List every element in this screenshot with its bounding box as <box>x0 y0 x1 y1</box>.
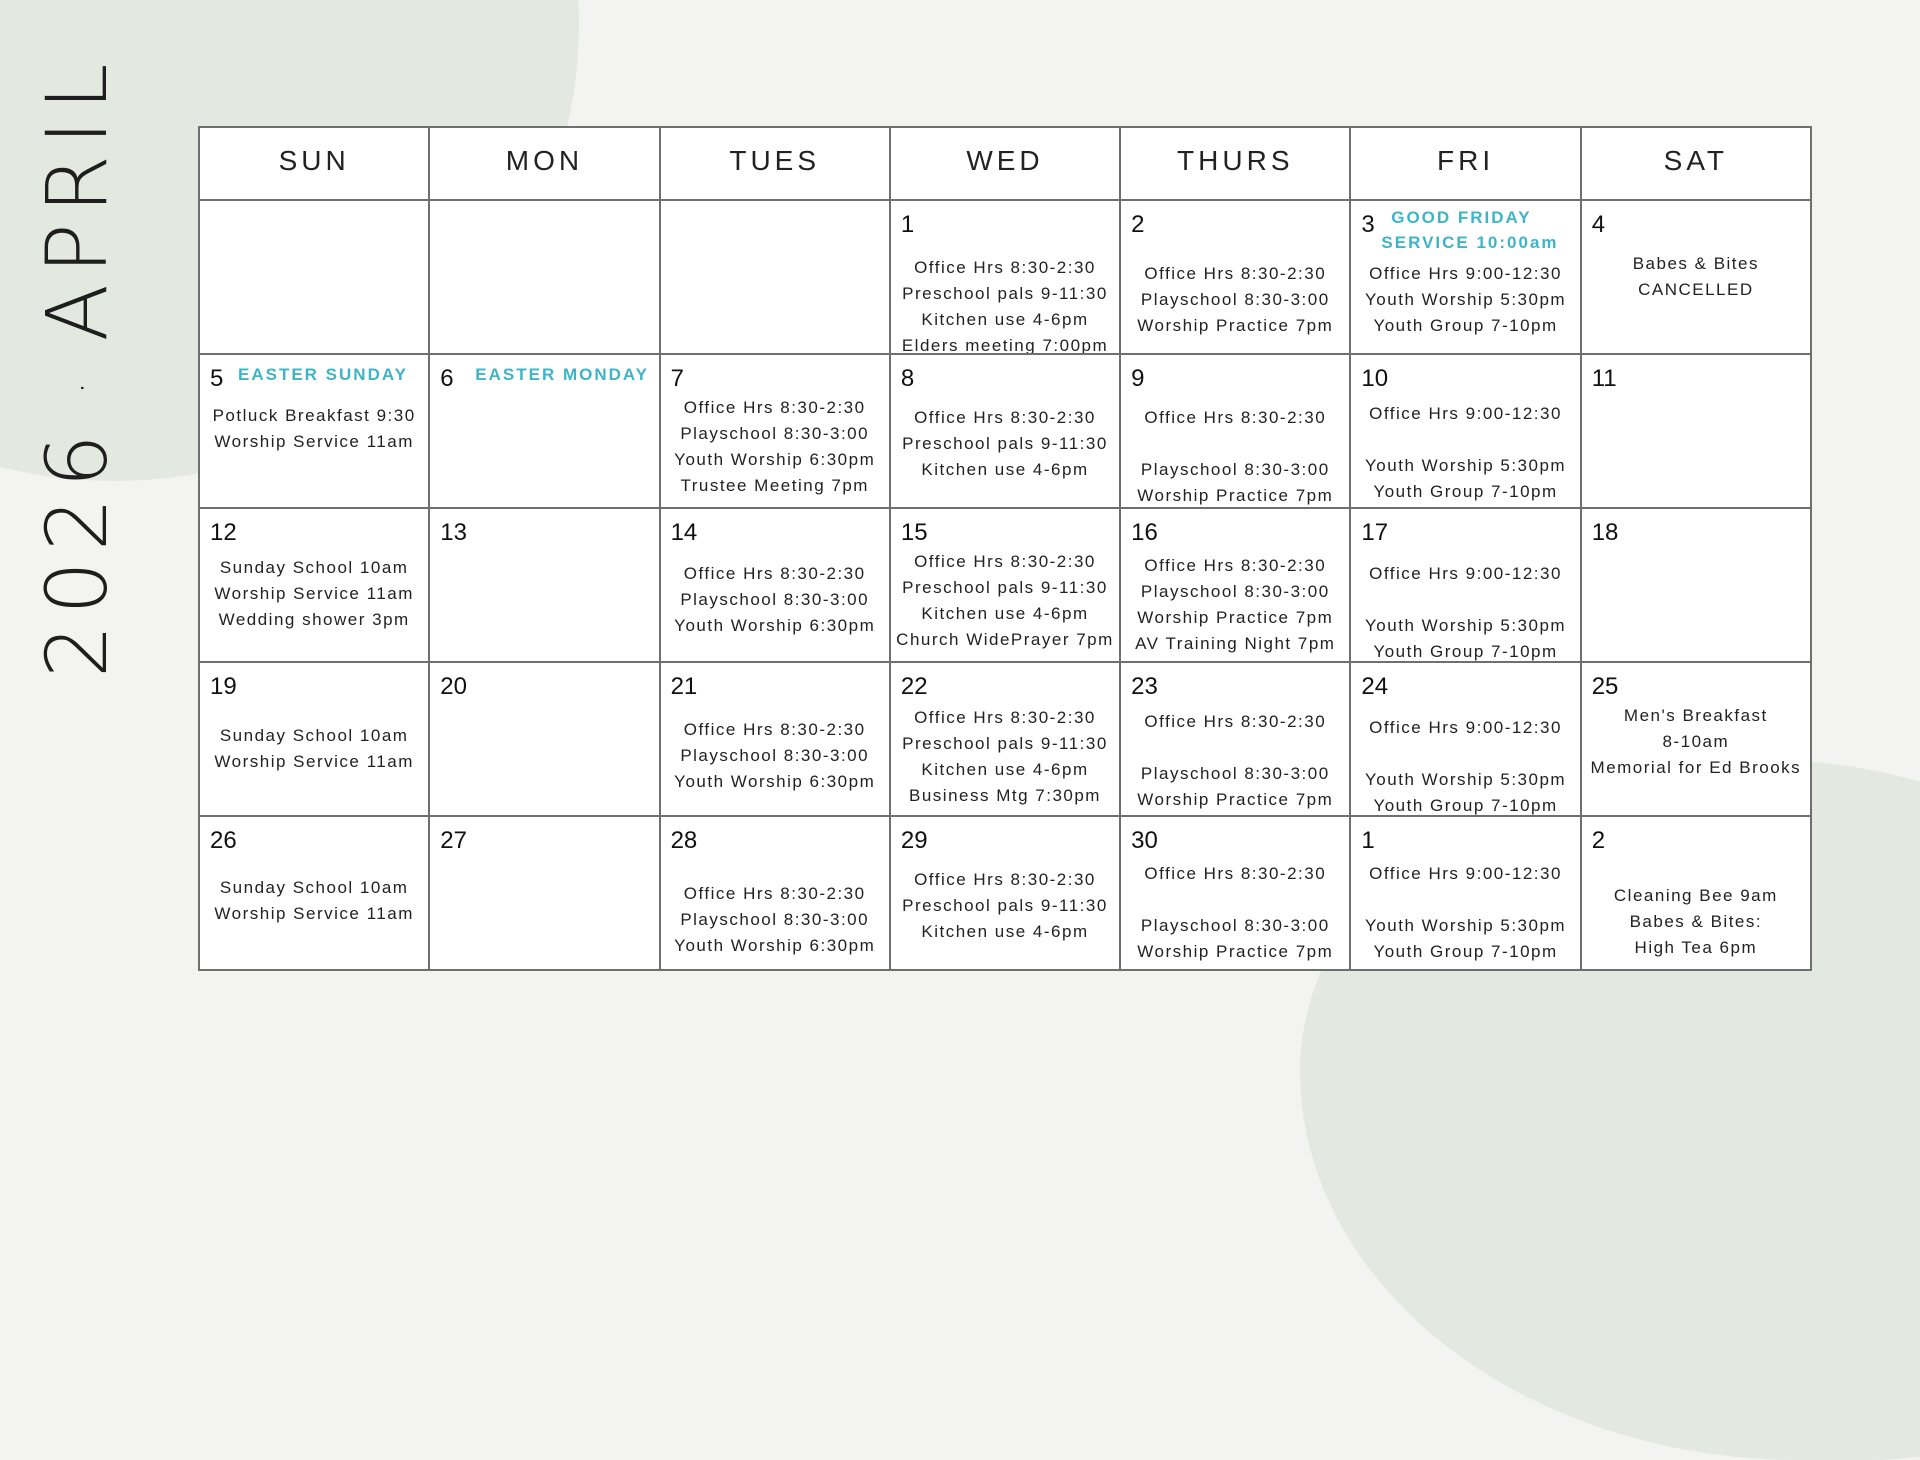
event-list <box>1121 709 1349 813</box>
day-cell <box>1121 509 1351 663</box>
day-cell <box>200 201 430 355</box>
day-cell <box>200 509 430 663</box>
event-item: Playschool 8:30-3:00 <box>1140 460 1330 479</box>
title-month: APRIL <box>28 53 126 342</box>
event-list <box>1121 405 1349 509</box>
holiday-label-line: EASTER SUNDAY <box>238 365 408 384</box>
day-number: 23 <box>1131 673 1158 700</box>
event-item: Worship Practice 7pm <box>1137 790 1334 809</box>
event-list <box>1582 883 1810 961</box>
event-item <box>1351 741 1579 767</box>
event-item: Babes & Bites <box>1632 254 1759 273</box>
day-cell <box>1582 817 1812 971</box>
event-item: Potluck Breakfast 9:30 <box>212 406 416 425</box>
event-list <box>200 555 428 633</box>
event-list <box>1582 703 1810 781</box>
day-number: 17 <box>1361 519 1389 546</box>
day-number: 1 <box>900 211 915 238</box>
day-number: 27 <box>440 827 467 854</box>
event-item: Youth Group 7-10pm <box>1373 642 1558 661</box>
title-year: 2026 <box>28 424 126 678</box>
event-item: Elders meeting 7:00pm <box>901 336 1109 355</box>
event-item: Kitchen use 4-6pm <box>921 604 1089 623</box>
event-list <box>891 255 1119 355</box>
day-cell <box>1351 817 1581 971</box>
day-number: 18 <box>1591 519 1619 546</box>
day-number: 20 <box>440 673 467 700</box>
event-item: Youth Worship 6:30pm <box>674 772 876 791</box>
event-list <box>661 395 889 499</box>
day-number: 19 <box>210 673 237 700</box>
event-item: CANCELLED <box>1638 280 1754 299</box>
event-item: Youth Group 7-10pm <box>1373 316 1558 335</box>
event-list <box>1351 561 1579 663</box>
event-item: Office Hrs 8:30-2:30 <box>683 398 866 417</box>
day-number: 7 <box>670 365 684 392</box>
day-cell <box>891 663 1121 817</box>
day-number: 4 <box>1591 211 1606 238</box>
weekday-header: MON <box>430 128 660 201</box>
event-item: Worship Service 11am <box>214 432 414 451</box>
event-item: Office Hrs 8:30-2:30 <box>914 408 1096 427</box>
weekday-header: SAT <box>1582 128 1812 201</box>
event-item: Sunday School 10am <box>219 878 409 897</box>
event-item: Wedding shower 3pm <box>218 610 410 629</box>
event-list <box>200 875 428 927</box>
day-number: 12 <box>210 519 237 546</box>
day-cell <box>430 355 660 509</box>
event-item: Office Hrs 8:30-2:30 <box>914 708 1096 727</box>
day-number: 1 <box>1361 827 1375 854</box>
day-cell <box>661 817 891 971</box>
event-list <box>891 405 1119 483</box>
day-cell <box>1351 663 1581 817</box>
event-item: 8-10am <box>1662 732 1730 751</box>
event-list <box>200 403 428 455</box>
event-item: Office Hrs 8:30-2:30 <box>1144 264 1327 283</box>
event-item: Youth Worship 5:30pm <box>1365 456 1567 475</box>
day-cell <box>1582 201 1812 355</box>
day-cell <box>1351 201 1581 355</box>
event-item: Sunday School 10am <box>219 726 409 745</box>
day-cell <box>661 663 891 817</box>
event-item: Office Hrs 9:00-12:30 <box>1369 404 1562 423</box>
day-cell <box>1121 663 1351 817</box>
day-cell <box>430 663 660 817</box>
event-item: Preschool pals 9-11:30 <box>902 434 1108 453</box>
event-item: Worship Practice 7pm <box>1137 316 1334 335</box>
event-list <box>661 717 889 795</box>
event-item: Preschool pals 9-11:30 <box>902 896 1108 915</box>
calendar-title <box>28 53 126 678</box>
event-item: Business Mtg 7:30pm <box>909 786 1101 805</box>
event-list <box>1351 861 1579 965</box>
event-list <box>200 723 428 775</box>
day-number: 26 <box>210 827 237 854</box>
event-item: Worship Service 11am <box>214 752 414 771</box>
weekday-header: TUES <box>661 128 891 201</box>
event-item: Men's Breakfast <box>1623 706 1768 725</box>
event-item: Worship Practice 7pm <box>1137 486 1334 505</box>
event-item: Playschool 8:30-3:00 <box>1140 582 1330 601</box>
event-item: Office Hrs 8:30-2:30 <box>914 870 1096 889</box>
event-list <box>661 561 889 639</box>
event-list <box>1351 261 1579 339</box>
day-cell <box>200 663 430 817</box>
day-number: 16 <box>1131 519 1158 546</box>
event-item: Preschool pals 9-11:30 <box>902 578 1108 597</box>
day-cell <box>1582 663 1812 817</box>
event-list <box>1351 715 1579 817</box>
event-list <box>891 549 1119 653</box>
day-number: 24 <box>1361 673 1389 700</box>
day-cell <box>661 355 891 509</box>
event-item: Kitchen use 4-6pm <box>921 310 1089 329</box>
holiday-label-line: EASTER MONDAY <box>475 365 649 384</box>
event-item: Worship Service 11am <box>214 904 414 923</box>
event-item: Office Hrs 8:30-2:30 <box>914 258 1096 277</box>
event-item: Office Hrs 8:30-2:30 <box>1144 556 1327 575</box>
day-number: 6 <box>440 365 454 392</box>
holiday-label <box>238 362 408 387</box>
weekday-header: SUN <box>200 128 430 201</box>
day-number: 8 <box>900 365 915 392</box>
day-cell <box>891 817 1121 971</box>
day-number: 2 <box>1591 827 1606 854</box>
day-number: 14 <box>670 519 698 546</box>
event-list <box>1121 261 1349 339</box>
holiday-label-line: SERVICE 10:00am <box>1381 233 1559 252</box>
day-number: 28 <box>670 827 698 854</box>
event-item: Playschool 8:30-3:00 <box>1140 290 1330 309</box>
event-item: Youth Group 7-10pm <box>1373 796 1558 815</box>
event-item: Worship Service 11am <box>214 584 414 603</box>
day-cell <box>1582 355 1812 509</box>
day-number: 3 <box>1361 211 1375 238</box>
event-item: Preschool pals 9-11:30 <box>902 284 1108 303</box>
day-cell <box>1121 817 1351 971</box>
event-item: Office Hrs 9:00-12:30 <box>1369 718 1562 737</box>
event-list <box>1121 553 1349 657</box>
day-number: 15 <box>900 519 928 546</box>
day-cell <box>891 355 1121 509</box>
weekday-header: FRI <box>1351 128 1581 201</box>
event-item: Cleaning Bee 9am <box>1613 886 1778 905</box>
day-number: 13 <box>440 519 467 546</box>
event-item: Youth Worship 6:30pm <box>674 450 876 469</box>
event-list <box>891 867 1119 945</box>
day-cell <box>661 509 891 663</box>
event-item: Office Hrs 9:00-12:30 <box>1369 264 1562 283</box>
day-number: 21 <box>670 673 698 700</box>
day-number: 9 <box>1131 365 1145 392</box>
event-item: Youth Group 7-10pm <box>1373 942 1558 961</box>
event-item: Playschool 8:30-3:00 <box>680 746 870 765</box>
event-item: Sunday School 10am <box>219 558 409 577</box>
event-item: Kitchen use 4-6pm <box>921 922 1089 941</box>
day-cell <box>1582 509 1812 663</box>
day-cell <box>891 509 1121 663</box>
holiday-label <box>1381 205 1559 255</box>
event-list <box>1582 251 1810 303</box>
event-item: Playschool 8:30-3:00 <box>680 590 870 609</box>
holiday-label-line: GOOD FRIDAY <box>1391 208 1532 227</box>
event-item: Office Hrs 8:30-2:30 <box>683 720 866 739</box>
event-item: Preschool pals 9-11:30 <box>902 734 1108 753</box>
event-item <box>1121 735 1349 761</box>
event-item <box>1351 887 1579 913</box>
event-list <box>661 881 889 959</box>
event-item: Playschool 8:30-3:00 <box>1140 916 1330 935</box>
event-item: Babes & Bites: <box>1629 912 1763 931</box>
calendar-grid <box>198 126 1812 971</box>
day-cell <box>1351 355 1581 509</box>
event-item: Youth Worship 5:30pm <box>1365 290 1567 309</box>
event-item: Youth Worship 6:30pm <box>674 936 876 955</box>
day-cell <box>200 817 430 971</box>
event-item: Office Hrs 8:30-2:30 <box>1144 864 1327 883</box>
day-cell <box>891 201 1121 355</box>
event-item: Youth Group 7-10pm <box>1373 482 1558 501</box>
day-cell <box>661 201 891 355</box>
event-item: Office Hrs 9:00-12:30 <box>1369 564 1562 583</box>
event-item: Office Hrs 8:30-2:30 <box>914 552 1096 571</box>
event-item: High Tea 6pm <box>1634 938 1758 957</box>
event-item: Youth Worship 5:30pm <box>1365 770 1567 789</box>
day-cell <box>1121 355 1351 509</box>
event-item: Youth Worship 5:30pm <box>1365 916 1567 935</box>
event-item: Playschool 8:30-3:00 <box>680 424 870 443</box>
event-item: Playschool 8:30-3:00 <box>1140 764 1330 783</box>
day-cell <box>430 509 660 663</box>
event-item: Church WidePrayer 7pm <box>896 630 1114 649</box>
day-number: 22 <box>900 673 928 700</box>
weekday-header: THURS <box>1121 128 1351 201</box>
event-item: Youth Worship 6:30pm <box>674 616 876 635</box>
weekday-header: WED <box>891 128 1121 201</box>
event-item: Youth Worship 5:30pm <box>1365 616 1567 635</box>
event-list <box>1121 861 1349 965</box>
event-item: Office Hrs 8:30-2:30 <box>683 884 866 903</box>
day-number: 11 <box>1591 365 1617 392</box>
event-item: Office Hrs 8:30-2:30 <box>1144 712 1327 731</box>
day-cell <box>1351 509 1581 663</box>
event-item: Kitchen use 4-6pm <box>921 460 1089 479</box>
event-item: Trustee Meeting 7pm <box>680 476 869 495</box>
event-item: Office Hrs 8:30-2:30 <box>1144 408 1327 427</box>
day-number: 25 <box>1591 673 1619 700</box>
title-separator: · <box>60 371 106 395</box>
event-item: Playschool 8:30-3:00 <box>680 910 870 929</box>
event-item <box>1121 887 1349 913</box>
day-number: 2 <box>1131 211 1145 238</box>
event-item: Worship Practice 7pm <box>1137 608 1334 627</box>
event-item: Memorial for Ed Brooks <box>1590 758 1802 777</box>
event-item <box>1121 431 1349 457</box>
event-list <box>1351 401 1579 505</box>
event-item: Office Hrs 9:00-12:30 <box>1369 864 1562 883</box>
day-cell <box>200 355 430 509</box>
holiday-label <box>475 362 649 387</box>
event-item: Office Hrs 8:30-2:30 <box>683 564 866 583</box>
day-number: 10 <box>1361 365 1389 392</box>
event-item <box>1351 427 1579 453</box>
event-list <box>891 705 1119 809</box>
event-item: AV Training Night 7pm <box>1135 634 1336 653</box>
day-cell <box>1121 201 1351 355</box>
event-item: Kitchen use 4-6pm <box>921 760 1089 779</box>
event-item <box>1351 587 1579 613</box>
event-item: Worship Practice 7pm <box>1137 942 1334 961</box>
day-number: 5 <box>210 365 224 392</box>
day-cell <box>430 817 660 971</box>
day-cell <box>430 201 660 355</box>
day-number: 29 <box>900 827 928 854</box>
day-number: 30 <box>1131 827 1158 854</box>
